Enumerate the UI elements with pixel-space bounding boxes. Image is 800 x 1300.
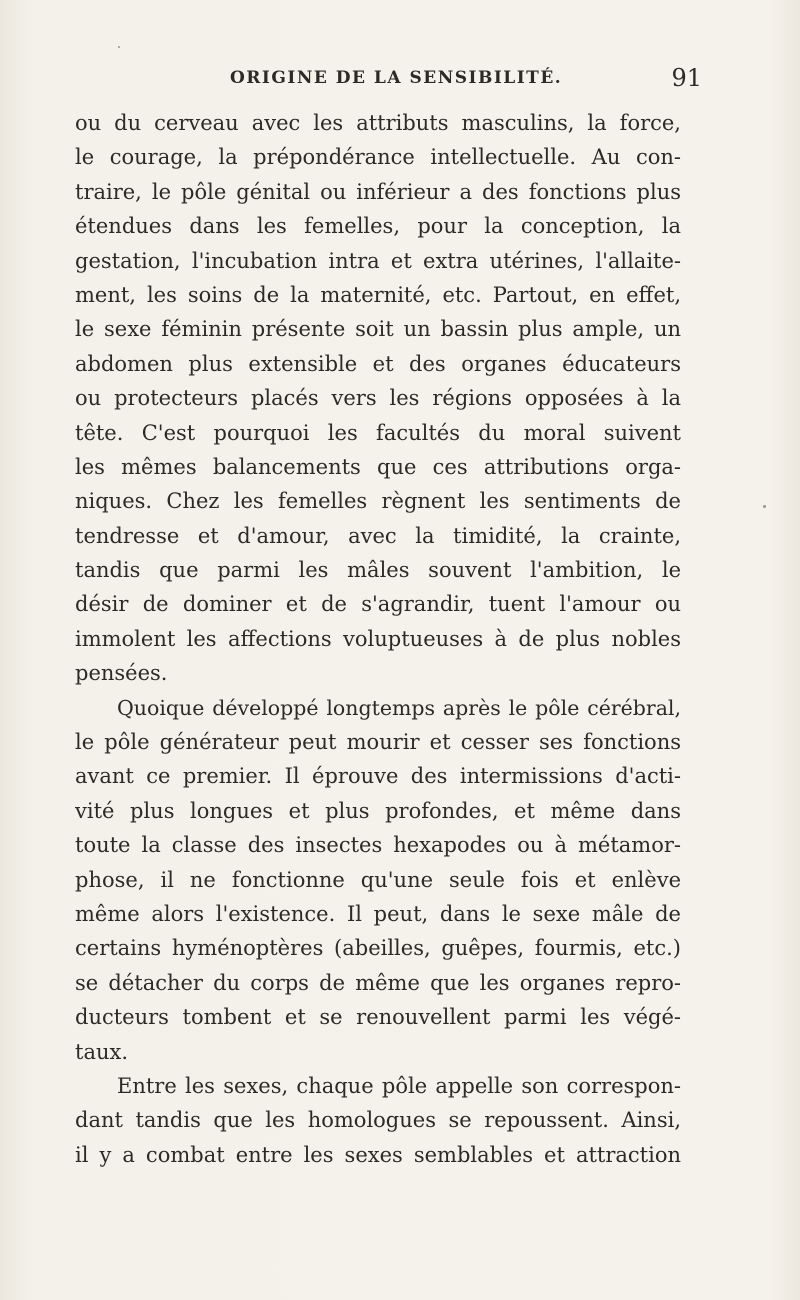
text-line: taux. [75, 1039, 129, 1064]
text-line: étendues dans les femelles, pour la conception, la [75, 214, 681, 239]
text-line: niques. Chez les femelles règnent les sentiments de [75, 489, 681, 514]
text-line: avant ce premier. Il éprouve des intermissions d'acti- [75, 764, 681, 789]
text-line: ment, les soins de la maternité, etc. Partout, en effet, [75, 282, 681, 307]
text-line: le sexe féminin présente soit un bassin plus ample, un [75, 317, 681, 342]
text-line: ou du cerveau avec les attributs masculins, la force, [75, 111, 681, 135]
text-line: même alors l'existence. Il peut, dans le sexe mâle de [75, 901, 681, 926]
text-line: toute la classe des insectes hexapodes ou à métamor- [75, 833, 681, 858]
text-line: Entre les sexes, chaque pôle appelle son correspon- [117, 1073, 681, 1098]
text-line: gestation, l'incubation intra et extra utérines, l'allaite- [75, 248, 681, 273]
text-line: tête. C'est pourquoi les facultés du moral suivent [75, 420, 681, 445]
text-line: Quoique développé longtemps après le pôle cérébral, [117, 695, 681, 720]
running-title: ORIGINE DE LA SENSIBILITÉ. [230, 68, 563, 88]
text-line: tandis que parmi les mâles souvent l'ambition, le [75, 558, 681, 583]
text-line: abdomen plus extensible et des organes éducateurs [75, 351, 681, 376]
text-line: immolent les affections voluptueuses à de plus nobles [75, 626, 681, 651]
text-line: le pôle générateur peut mourir et cesser ses fonctions [75, 730, 681, 755]
text-line: dant tandis que les homologues se repoussent. Ainsi, [75, 1108, 681, 1133]
text-line: tendresse et d'amour, avec la timidité, la crainte, [75, 523, 681, 548]
text-line: pensées. [75, 661, 168, 686]
text-line: se détacher du corps de même que les organes repro- [75, 970, 681, 995]
page-header [0, 62, 800, 102]
text-line: traire, le pôle génital ou inférieur a des fonctions plus [75, 179, 681, 204]
text-line: il y a combat entre les sexes semblables et attraction [75, 1142, 681, 1167]
text-line: certains hyménoptères (abeilles, guêpes, fourmis, etc.) [75, 936, 681, 961]
text-line: ducteurs tombent et se renouvellent parmi les végé- [75, 1005, 681, 1030]
text-line: désir de dominer et de s'agrandir, tuent l'amour ou [75, 592, 681, 617]
paper-speck [118, 46, 120, 48]
page-number: 91 [671, 64, 702, 92]
body-text [75, 106, 681, 1172]
text-line: phose, il ne fonctionne qu'une seule fois et enlève [75, 867, 681, 892]
text-line: le courage, la prépondérance intellectuelle. Au con- [75, 145, 681, 170]
text-line: ou protecteurs placés vers les régions opposées à la [75, 386, 681, 411]
text-line: les mêmes balancements que ces attributions orga- [75, 454, 681, 479]
paper-speck [763, 505, 766, 508]
text-line: vité plus longues et plus profondes, et même dans [75, 798, 681, 823]
